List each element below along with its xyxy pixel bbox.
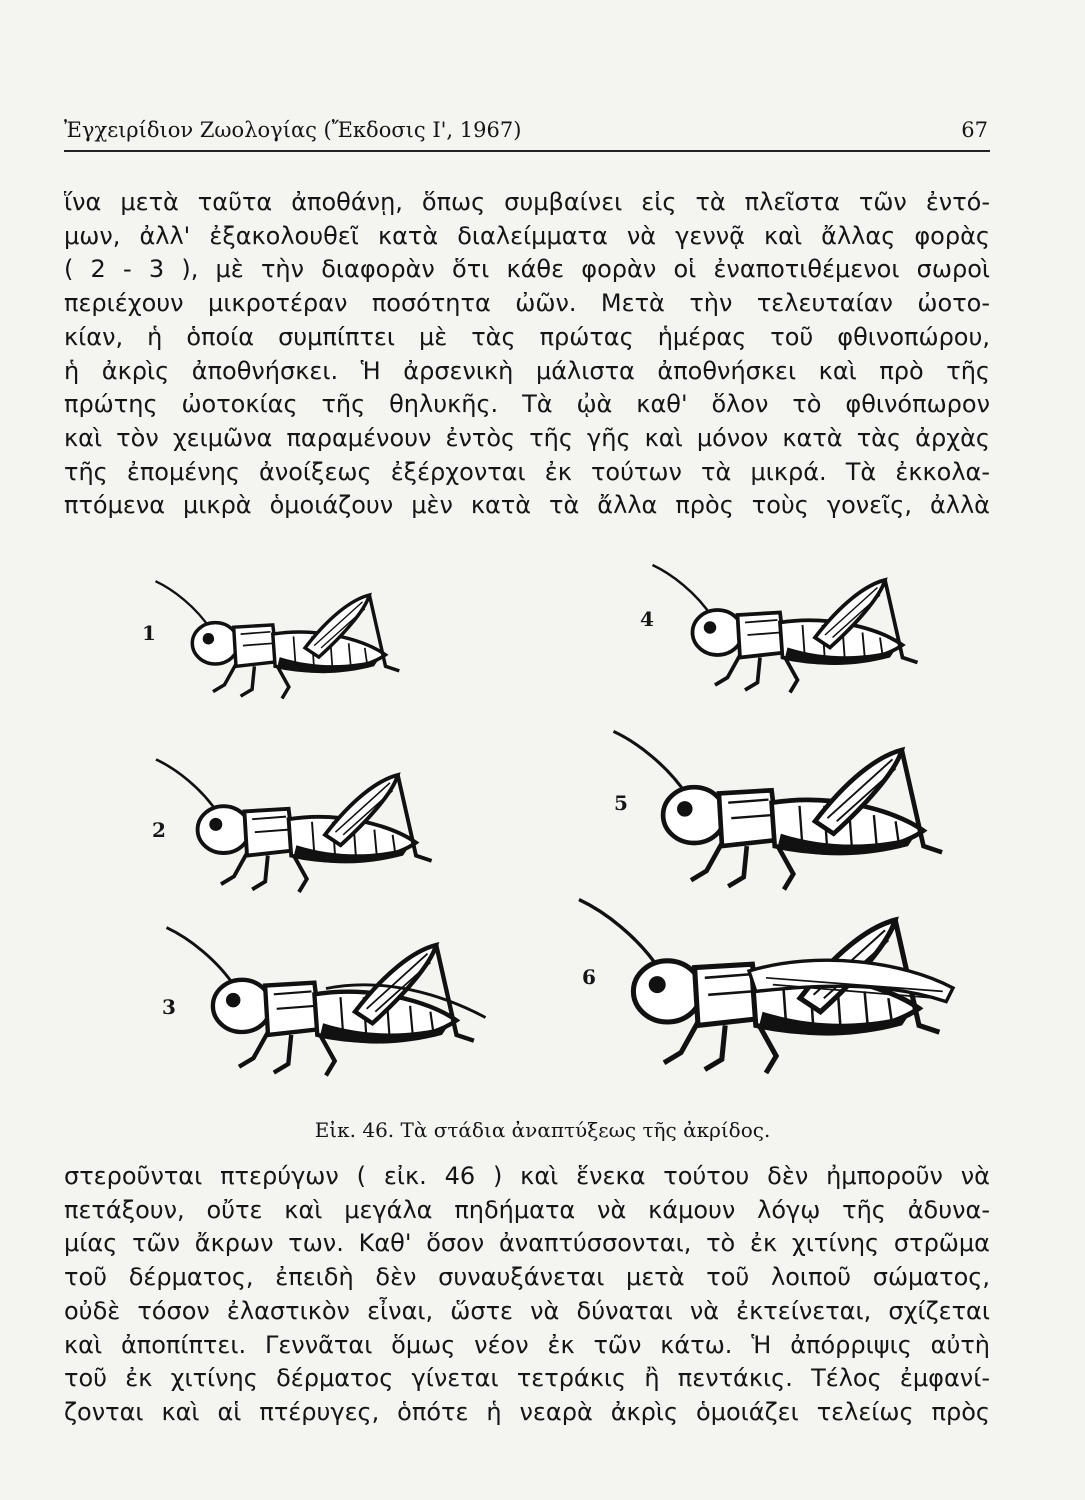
paragraph-top — [64, 186, 990, 523]
text-line: περιέχουν μικροτέραν ποσότητα ὠῶν. Μετὰ τὴν τελευταίαν ὠοτο- — [64, 289, 990, 318]
grasshopper-stage-2 — [156, 759, 432, 892]
text-line: τῆς ἐπομένης ἀνοίξεως ἐξέρχονται ἐκ τούτων τὰ μικρά. Τὰ ἐκκολα- — [64, 457, 990, 486]
stage-label-4: 4 — [640, 607, 654, 631]
book-title: Ἐγχειρίδιον Ζωολογίας (Ἔκδοσις Ι', 1967) — [64, 118, 522, 142]
grasshopper-stage-5 — [614, 731, 943, 889]
text-line: τοῦ δέρματος, ἐπειδὴ δὲν συναυξάνεται μετὰ τοῦ λοιποῦ σώματος, — [64, 1263, 990, 1292]
stage-label-6: 6 — [582, 965, 596, 989]
grasshopper-stage-6 — [579, 900, 953, 1073]
stage-label-1: 1 — [142, 621, 156, 645]
text-line: ἵνα μετὰ ταῦτα ἀποθάνῃ, ὅπως συμβαίνει εἰς τὰ πλεῖστα τῶν ἐντό- — [64, 188, 990, 216]
stage-label-3: 3 — [162, 995, 176, 1019]
text-line: καὶ ἀποπίπτει. Γεννᾶται ὅμως νέον ἐκ τῶν κάτω. Ἡ ἀπόρριψις αὐτὴ — [64, 1330, 990, 1359]
grasshopper-stage-4 — [653, 565, 918, 693]
running-header — [64, 116, 990, 152]
text-line: τοῦ ἐκ χιτίνης δέρματος γίνεται τετράκις ἢ πεντάκις. Τέλος ἐμφανί- — [64, 1364, 990, 1393]
text-line: ἡ ἀκρὶς ἀποθνήσκει. Ἡ ἀρσενικὴ μάλιστα ἀποθνήσκει καὶ πρὸ τῆς — [64, 356, 990, 385]
grasshopper-stage-1 — [156, 581, 400, 698]
text-line: μίας τῶν ἄκρων των. Καθ' ὅσον ἀναπτύσσονται, τὸ ἐκ χιτίνης στρῶμα — [64, 1229, 990, 1258]
stage-label-5: 5 — [614, 791, 628, 815]
text-line: κίαν, ἡ ὁποία συμπίπτει μὲ τὰς πρώτας ἡμέρας τοῦ φθινοπώρου, — [64, 322, 990, 351]
text-line: πετάξουν, οὔτε καὶ μεγάλα πηδήματα νὰ κάμουν λόγῳ τῆς ἀδυνα- — [64, 1195, 990, 1224]
text-line: μων, ἀλλ' ἐξακολουθεῖ κατὰ διαλείμματα νὰ γεννᾷ καὶ ἄλλας φορὰς — [64, 221, 990, 250]
text-line: πτόμενα μικρὰ ὁμοιάζουν μὲν κατὰ τὰ ἄλλα πρὸς τοὺς γονεῖς, ἀλλὰ — [64, 491, 990, 520]
stage-label-2: 2 — [152, 818, 166, 842]
paragraph-bottom — [64, 1160, 990, 1430]
figure-caption: Εἰκ. 46. Τὰ στάδια ἀναπτύξεως τῆς ἀκρίδος. — [314, 1118, 771, 1142]
grasshopper-stages-figure — [130, 555, 960, 1115]
text-line: στεροῦνται πτερύγων ( εἰκ. 46 ) καὶ ἕνεκα τούτου δὲν ἠμποροῦν νὰ — [64, 1162, 990, 1190]
text-line: καὶ τὸν χειμῶνα παραμένουν ἐντὸς τῆς γῆς καὶ μόνον κατὰ τὰς ἀρχὰς — [64, 423, 990, 452]
text-line: ζονται καὶ αἱ πτέρυγες, ὁπότε ἡ νεαρὰ ἀκρὶς ὁμοιάζει τελείως πρὸς — [64, 1397, 990, 1426]
page-number: 67 — [961, 118, 988, 142]
figure-illustration — [130, 555, 960, 1115]
text-line: ( 2 - 3 ), μὲ τὴν διαφορὰν ὅτι κάθε φορὰν οἱ ἐναποτιθέμενοι σωροὶ — [64, 255, 990, 284]
text-line: οὐδὲ τόσον ἐλαστικὸν εἶναι, ὥστε νὰ δύναται νὰ ἐκτείνεται, σχίζεται — [64, 1296, 990, 1325]
grasshopper-stage-3 — [167, 928, 486, 1076]
text-line: πρώτης ὠοτοκίας τῆς θηλυκῆς. Τὰ ᾠὰ καθ' ὅλον τὸ φθινόπωρον — [64, 390, 990, 419]
